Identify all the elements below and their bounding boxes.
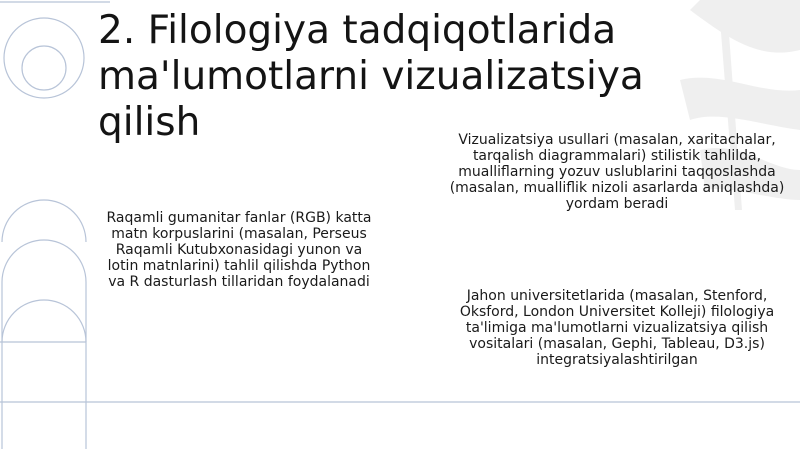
text-universities: Jahon universitetlarida (masalan, Stenford, Oksford, London Universitet Kolleji) filologiya ta'limiga ma'lumotlarni vizualizatsiya qilish vositalari (masalan, Gephi, Tableau, D3.js) integratsiyalashtirilgan xyxy=(459,288,775,368)
text-visualization-methods: Vizualizatsiya usullari (masalan, xaritachalar, tarqalish diagrammalari) stilistik tahlilda, mualliflarning yozuv uslublarini taqqoslashda (masalan, mualliflik nizoli asarlarda aniqlashda) yordam beradi xyxy=(449,132,785,212)
slide-title: 2. Filologiya tadqiqotlarida ma'lumotlarni vizualizatsiya qilish xyxy=(98,8,644,145)
text-digital-humanities: Raqamli gumanitar fanlar (RGB) katta matn korpuslarini (masalan, Perseus Raqamli Kutubxonasidagi yunon va lotin matnlarini) tahlil qilishda Python va R dasturlash tillaridan foydalanadi xyxy=(106,210,372,290)
